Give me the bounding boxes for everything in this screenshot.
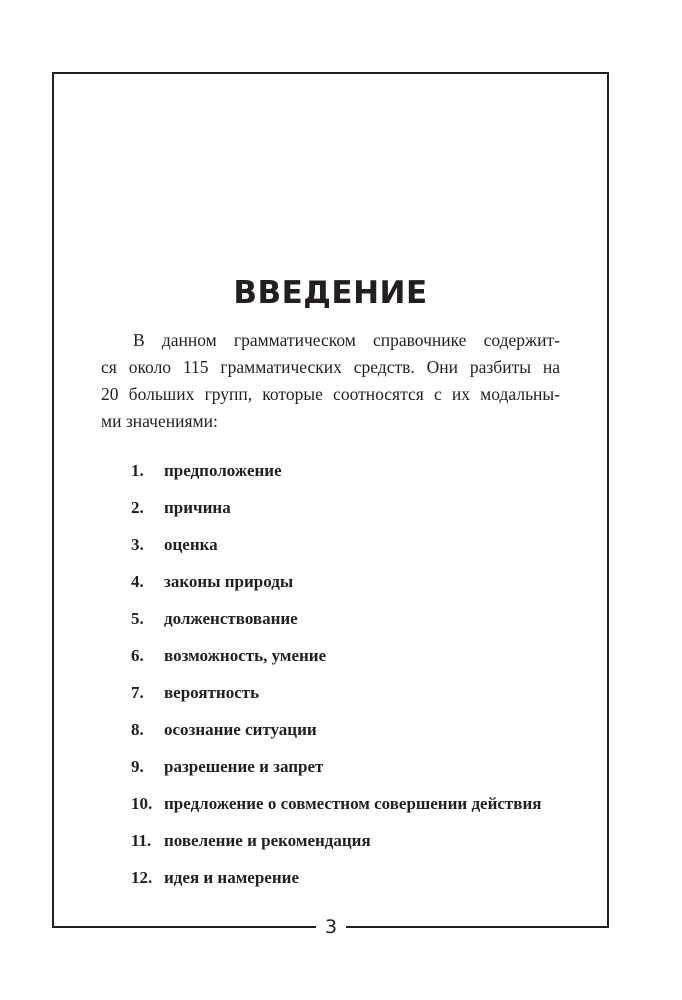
list-item	[131, 526, 541, 563]
list-item	[131, 452, 541, 489]
list-item-text: возможность, умение	[164, 645, 327, 665]
list-item-number: 1.	[131, 460, 144, 480]
list-item-text: долженствование	[164, 608, 298, 628]
list-item-text: законы природы	[164, 571, 294, 591]
list-item-number: 12.	[131, 867, 153, 887]
list-item	[131, 600, 541, 637]
list-item	[131, 637, 541, 674]
modal-groups-list	[131, 452, 541, 896]
list-item-number: 5.	[131, 608, 144, 628]
list-item-number: 10.	[131, 793, 153, 813]
list-item-number: 11.	[131, 830, 152, 850]
list-item-number: 3.	[131, 534, 144, 554]
list-item	[131, 711, 541, 748]
frame-bottom-line-left	[52, 926, 316, 928]
intro-line: 20 больших групп, которые соотносятся с их модальны-	[101, 384, 560, 404]
list-item-text: вероятность	[164, 682, 260, 702]
list-item-text: повеление и рекомендация	[164, 830, 371, 850]
page-number: 3	[324, 916, 338, 938]
list-item-text: оценка	[164, 534, 218, 554]
list-item-text: предположение	[164, 460, 282, 480]
intro-line: ся около 115 грамматических средств. Они разбиты на	[101, 357, 560, 377]
list-item-number: 9.	[131, 756, 144, 776]
list-item	[131, 859, 541, 896]
list-item	[131, 489, 541, 526]
list-item-text: предложение о совместном совершении действия	[164, 793, 542, 813]
intro-paragraph	[101, 327, 560, 435]
list-item	[131, 822, 541, 859]
page-title: ВВЕДЕНИЕ	[233, 275, 428, 311]
frame-bottom-line-right	[346, 926, 609, 928]
list-item-number: 4.	[131, 571, 144, 591]
list-item-number: 6.	[131, 645, 144, 665]
intro-line: ми значениями:	[101, 411, 218, 431]
list-item-text: осознание ситуации	[164, 719, 317, 739]
list-item-text: разрешение и запрет	[164, 756, 324, 776]
list-item	[131, 674, 541, 711]
list-item	[131, 785, 541, 822]
list-item-number: 7.	[131, 682, 144, 702]
list-item-text: идея и намерение	[164, 867, 299, 887]
list-item	[131, 748, 541, 785]
list-item-number: 2.	[131, 497, 144, 517]
list-item-text: причина	[164, 497, 231, 517]
list-item	[131, 563, 541, 600]
list-item-number: 8.	[131, 719, 144, 739]
intro-line: В данном грамматическом справочнике содержит-	[133, 330, 560, 350]
